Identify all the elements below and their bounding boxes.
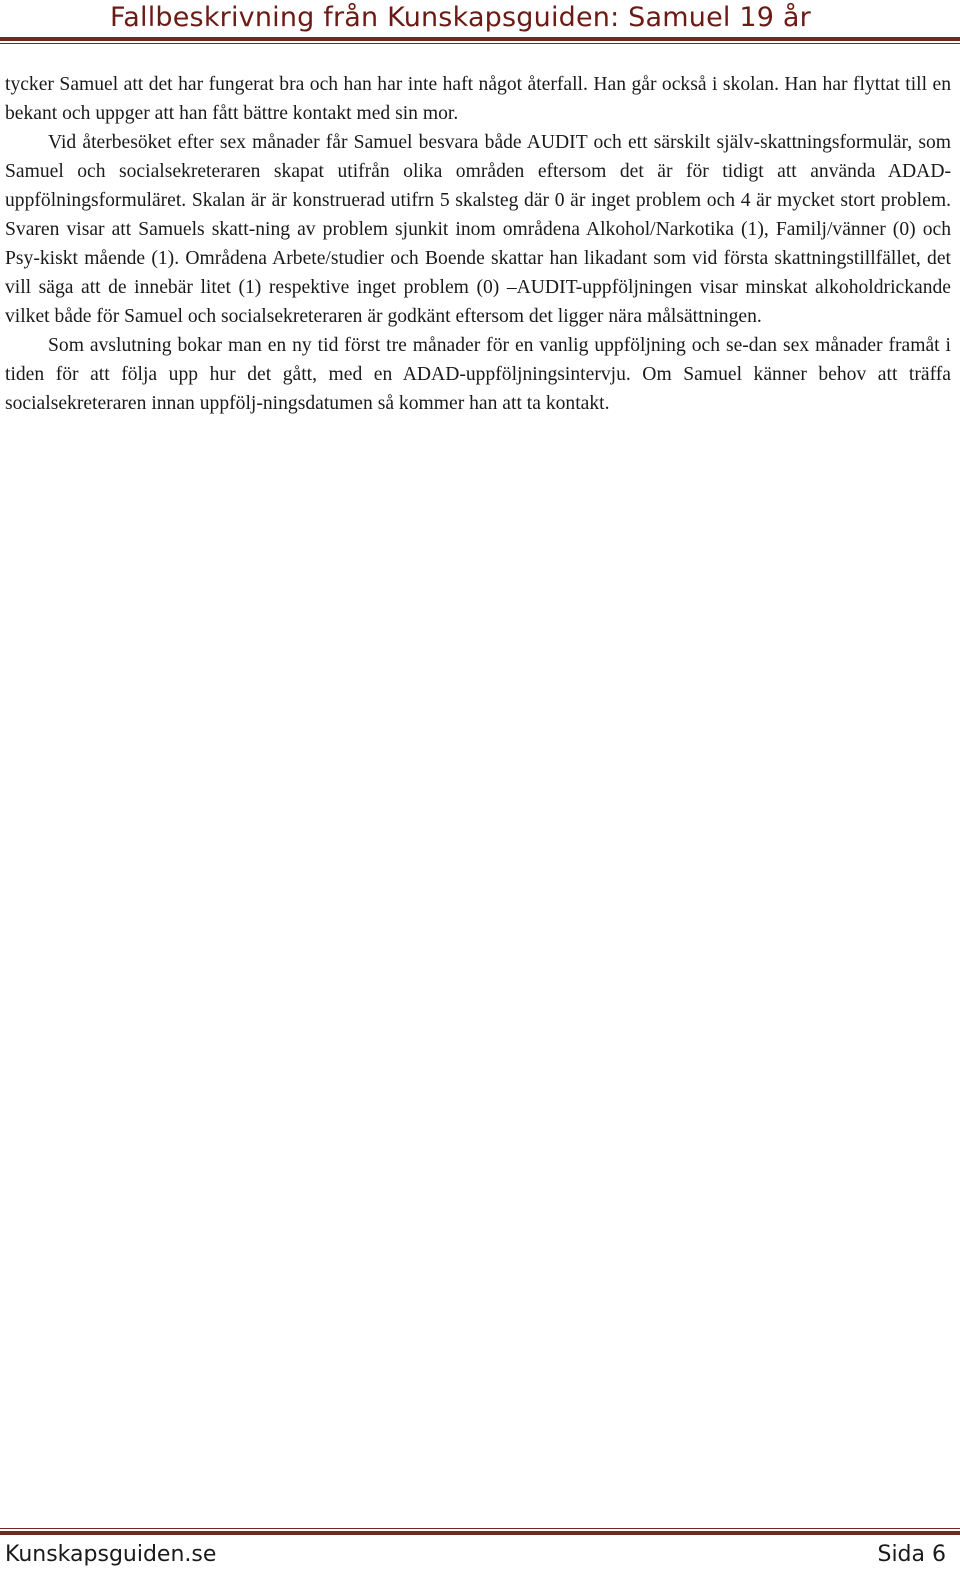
footer-site-name: Kunskapsguiden.se	[5, 1542, 217, 1567]
page-title: Fallbeskrivning från Kunskapsguiden: Samuel 19 år	[110, 2, 811, 33]
paragraph-continued: tycker Samuel att det har fungerat bra och han har inte haft något återfall. Han går också i skolan. Han har flyttat till en bekant och uppger att han fått bättre kontakt med sin mor.	[5, 74, 951, 124]
footer-rule	[0, 1531, 960, 1535]
header-rule-thin	[0, 43, 960, 44]
document-body	[5, 70, 951, 418]
footer-rule-thin	[0, 1528, 960, 1529]
paragraph-follow-up: Vid återbesöket efter sex månader får Samuel besvara både AUDIT och ett särskilt själv-skattningsformulär, som Samuel och socialsekreteraren skapat utifrån olika områden eftersom det är för tidigt att använda ADAD-uppfölningsformuläret. Skalan är är konstruerad utifrn 5 skalsteg där 0 är inget problem och 4 är mycket stort problem. Svaren visar att Samuels skatt-ning av problem sjunkit inom områdena Alkohol/Narkotika (1), Familj/vänner (0) och Psy-kiskt mående (1). Områdena Arbete/studier och Boende skattar han likadant som vid första skattningstillfället, det vill säga att de innebär litet (1) respektive inget problem (0) –AUDIT-uppföljningen visar minskat alkoholdrickande vilket både för Samuel och socialsekreteraren är godkänt eftersom det ligger nära målsättningen.	[5, 132, 951, 327]
page-header	[0, 0, 960, 44]
header-rule	[0, 37, 960, 41]
paragraph-conclusion: Som avslutning bokar man en ny tid först tre månader för en vanlig uppföljning och se-dan sex månader framåt i tiden för att följa upp hur det gått, med en ADAD-uppföljningsintervju. Om Samuel känner behov att träffa socialsekreteraren innan uppfölj-ningsdatumen så kommer han att ta kontakt.	[5, 335, 951, 414]
footer-page-number: Sida 6	[877, 1542, 946, 1567]
page-footer	[0, 1528, 960, 1584]
